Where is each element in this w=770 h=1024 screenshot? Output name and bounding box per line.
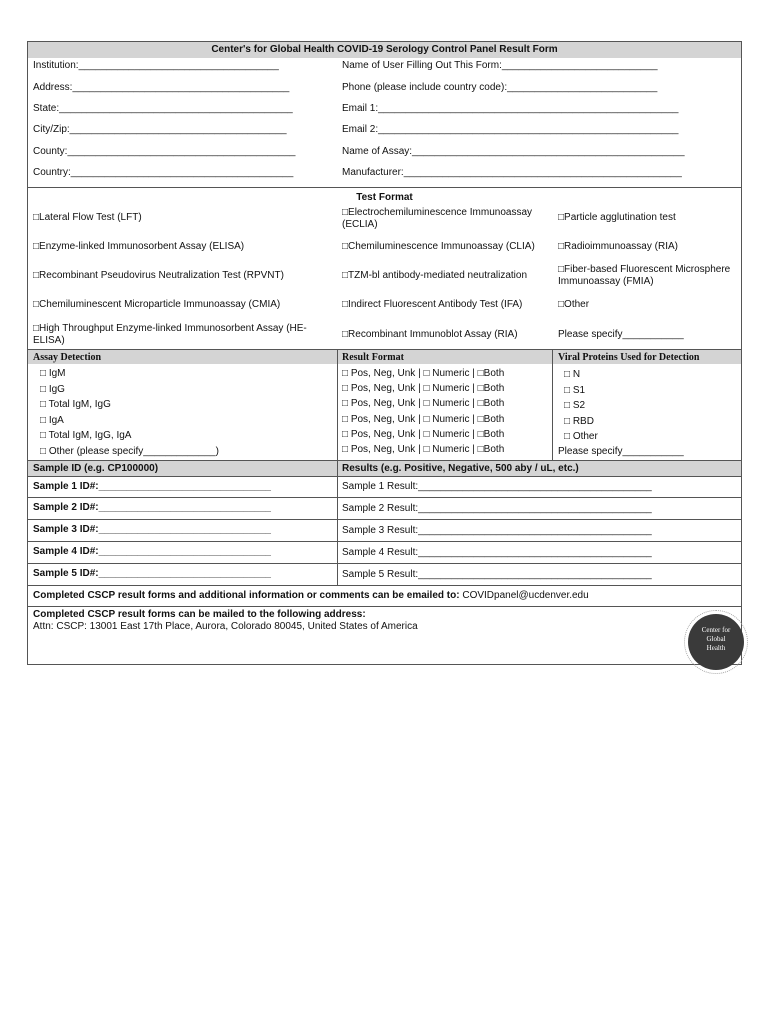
assay-detection-header: Assay Detection bbox=[33, 352, 102, 363]
result-format-row[interactable]: □ Pos, Neg, Unk | □ Numeric | □Both bbox=[342, 414, 505, 425]
sample-id-header: Sample ID (e.g. CP100000) bbox=[33, 463, 159, 474]
institution-field[interactable]: Institution:____________________________________ bbox=[33, 60, 279, 71]
divider bbox=[28, 476, 741, 477]
divider bbox=[28, 519, 741, 520]
sample-4-result-field[interactable]: Sample 4 Result:__________________________________________ bbox=[342, 547, 652, 558]
sample-1-result-field[interactable]: Sample 1 Result:__________________________________________ bbox=[342, 481, 652, 492]
option-eclia[interactable]: □Electrochemiluminescence Immunoassay (ECLIA) bbox=[342, 207, 533, 230]
seal-text-line: Global bbox=[706, 635, 726, 643]
assay-name-field[interactable]: Name of Assay:_________________________________________________ bbox=[342, 146, 685, 157]
test-format-heading: Test Format bbox=[356, 192, 413, 203]
protein-n[interactable]: □ N bbox=[564, 369, 581, 380]
option-cmia[interactable]: □Chemiluminescent Microparticle Immunoassay (CMIA) bbox=[33, 299, 281, 310]
sample-1-id-field[interactable]: Sample 1 ID#:_______________________________ bbox=[33, 481, 271, 492]
detection-igm[interactable]: □ IgM bbox=[40, 368, 66, 379]
sample-2-result-field[interactable]: Sample 2 Result:__________________________________________ bbox=[342, 503, 652, 514]
test-format-specify-field[interactable]: Please specify___________ bbox=[558, 329, 684, 340]
sample-2-id-field[interactable]: Sample 2 ID#:_______________________________ bbox=[33, 502, 271, 513]
option-ria-immunoblot[interactable]: □Recombinant Immunoblot Assay (RIA) bbox=[342, 329, 518, 340]
detection-igg[interactable]: □ IgG bbox=[40, 384, 65, 395]
divider bbox=[28, 563, 741, 564]
county-field[interactable]: County:_________________________________________ bbox=[33, 146, 296, 157]
sample-4-id-field[interactable]: Sample 4 ID#:_______________________________ bbox=[33, 546, 271, 557]
center-for-global-health-seal bbox=[688, 614, 744, 670]
result-format-header: Result Format bbox=[342, 352, 404, 363]
sample-3-result-field[interactable]: Sample 3 Result:__________________________________________ bbox=[342, 525, 652, 536]
protein-s2[interactable]: □ S2 bbox=[564, 400, 586, 411]
column-divider bbox=[337, 350, 338, 460]
option-particle-agglutination[interactable]: □Particle agglutination test bbox=[558, 212, 676, 223]
sample-5-id-field[interactable]: Sample 5 ID#:_______________________________ bbox=[33, 568, 271, 579]
detection-iga[interactable]: □ IgA bbox=[40, 415, 64, 426]
option-elisa[interactable]: □Enzyme-linked Immunosorbent Assay (ELISA) bbox=[33, 241, 245, 252]
email-instructions-label: Completed CSCP result forms and additional information or comments can be emailed to: bbox=[33, 590, 460, 601]
divider bbox=[28, 497, 741, 498]
city-zip-field[interactable]: City/Zip:_______________________________________ bbox=[33, 124, 287, 135]
contact-email-link[interactable]: COVIDpanel@ucdenver.edu bbox=[462, 590, 589, 601]
country-field[interactable]: Country:________________________________________ bbox=[33, 167, 294, 178]
result-format-row[interactable]: □ Pos, Neg, Unk | □ Numeric | □Both bbox=[342, 429, 505, 440]
mail-instructions-label: Completed CSCP result forms can be mailed to the following address: bbox=[33, 609, 366, 620]
sample-5-result-field[interactable]: Sample 5 Result:__________________________________________ bbox=[342, 569, 652, 580]
seal-text-line: Health bbox=[706, 644, 726, 652]
protein-rbd[interactable]: □ RBD bbox=[564, 416, 594, 427]
email-instructions bbox=[33, 590, 589, 602]
protein-specify-field[interactable]: Please specify___________ bbox=[558, 446, 684, 457]
option-fmia[interactable]: □Fiber-based Fluorescent Microsphere Immunoassay (FMIA) bbox=[558, 264, 731, 287]
seal-text-line: Center for bbox=[701, 626, 731, 634]
form-title: Center's for Global Health COVID-19 Serology Control Panel Result Form bbox=[28, 42, 741, 58]
column-divider bbox=[552, 350, 553, 460]
result-format-row[interactable]: □ Pos, Neg, Unk | □ Numeric | □Both bbox=[342, 383, 505, 394]
result-format-row[interactable]: □ Pos, Neg, Unk | □ Numeric | □Both bbox=[342, 398, 505, 409]
detection-other[interactable]: □ Other (please specify_____________) bbox=[40, 446, 219, 457]
column-divider bbox=[337, 461, 338, 585]
result-form bbox=[27, 41, 742, 665]
option-lft[interactable]: □Lateral Flow Test (LFT) bbox=[33, 212, 142, 223]
option-ifa[interactable]: □Indirect Fluorescent Antibody Test (IFA) bbox=[342, 299, 523, 310]
option-ria-radio[interactable]: □Radioimmunoassay (RIA) bbox=[558, 241, 678, 252]
phone-field[interactable]: Phone (please include country code):___________________________ bbox=[342, 82, 658, 93]
user-name-field[interactable]: Name of User Filling Out This Form:____________________________ bbox=[342, 60, 658, 71]
result-format-row[interactable]: □ Pos, Neg, Unk | □ Numeric | □Both bbox=[342, 368, 505, 379]
option-other[interactable]: □Other bbox=[558, 299, 590, 310]
address-field[interactable]: Address:_______________________________________ bbox=[33, 82, 290, 93]
option-he-elisa[interactable]: □High Throughput Enzyme-linked Immunosorbent Assay (HE-ELISA) bbox=[33, 323, 307, 346]
result-format-row[interactable]: □ Pos, Neg, Unk | □ Numeric | □Both bbox=[342, 444, 505, 455]
protein-s1[interactable]: □ S1 bbox=[564, 385, 586, 396]
viral-proteins-header: Viral Proteins Used for Detection bbox=[558, 352, 700, 363]
email-2-field[interactable]: Email 2:______________________________________________________ bbox=[342, 124, 679, 135]
results-header: Results (e.g. Positive, Negative, 500 aby / uL, etc.) bbox=[342, 463, 579, 474]
divider bbox=[28, 187, 741, 188]
sample-3-id-field[interactable]: Sample 3 ID#:_______________________________ bbox=[33, 524, 271, 535]
divider bbox=[28, 585, 741, 586]
option-rpvnt[interactable]: □Recombinant Pseudovirus Neutralization Test (RPVNT) bbox=[33, 270, 284, 281]
option-clia[interactable]: □Chemiluminescence Immunoassay (CLIA) bbox=[342, 241, 535, 252]
manufacturer-field[interactable]: Manufacturer:__________________________________________________ bbox=[342, 167, 682, 178]
detection-total-igm-igg-iga[interactable]: □ Total IgM, IgG, IgA bbox=[40, 430, 132, 441]
state-field[interactable]: State:__________________________________________ bbox=[33, 103, 293, 114]
protein-other[interactable]: □ Other bbox=[564, 431, 598, 442]
email-1-field[interactable]: Email 1:______________________________________________________ bbox=[342, 103, 679, 114]
detection-total-igm-igg[interactable]: □ Total IgM, IgG bbox=[40, 399, 111, 410]
option-tzm-bl[interactable]: □TZM-bl antibody-mediated neutralization bbox=[342, 270, 528, 281]
divider bbox=[28, 541, 741, 542]
divider bbox=[28, 606, 741, 607]
mailing-address: Attn: CSCP: 13001 East 17th Place, Aurora, Colorado 80045, United States of America bbox=[33, 621, 418, 632]
